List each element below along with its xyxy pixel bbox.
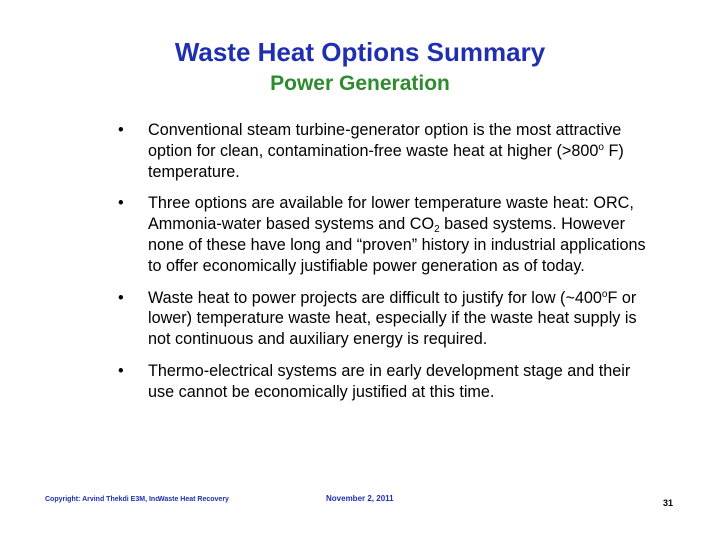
bullet-text: Three options are available for lower temperature waste heat: ORC, Ammonia-water based systems and CO: [148, 194, 634, 234]
footer-date: November 2, 2011: [326, 494, 394, 503]
bullet-item: [118, 193, 658, 276]
subscript-2: 2: [434, 224, 440, 236]
bullet-marker: •: [118, 288, 124, 307]
bullet-marker: •: [118, 361, 124, 380]
degree-superscript: o: [598, 141, 604, 153]
degree-superscript: o: [601, 288, 608, 300]
bullet-text: based systems. However none of these have long and “proven” history in industrial applications to offer economically justifiable power generation as of today.: [148, 215, 646, 275]
bullet-item: [118, 120, 658, 182]
bullet-item: [118, 288, 658, 350]
bullet-text: F or lower) temperature waste heat, especially if the waste heat supply is not continuous and auxiliary energy is required.: [148, 288, 637, 349]
footer-copyright: Copyright: Arvind Thekdi E3M, Inc: [45, 496, 160, 503]
bullet-item: [118, 361, 658, 403]
slide-title: Waste Heat Options Summary: [174, 37, 546, 67]
bullet-marker: •: [118, 121, 124, 139]
footer-topic: Waste Heat Recovery: [158, 496, 229, 503]
bullet-text: Thermo-electrical systems are in early development stage and their use cannot be economically justified at this time.: [148, 361, 631, 401]
bullet-marker: •: [118, 194, 124, 213]
bullet-text: Conventional steam turbine-generator option is the most attractive option for clean, contamination-free waste heat at higher (>800: [148, 121, 622, 160]
bullet-text: F) temperature.: [148, 141, 624, 181]
bullet-text: Waste heat to power projects are difficult to justify for low (~400: [148, 288, 602, 307]
bullet-list: [118, 120, 658, 414]
page-number: 31: [663, 498, 674, 508]
slide-subtitle: Power Generation: [270, 72, 450, 95]
